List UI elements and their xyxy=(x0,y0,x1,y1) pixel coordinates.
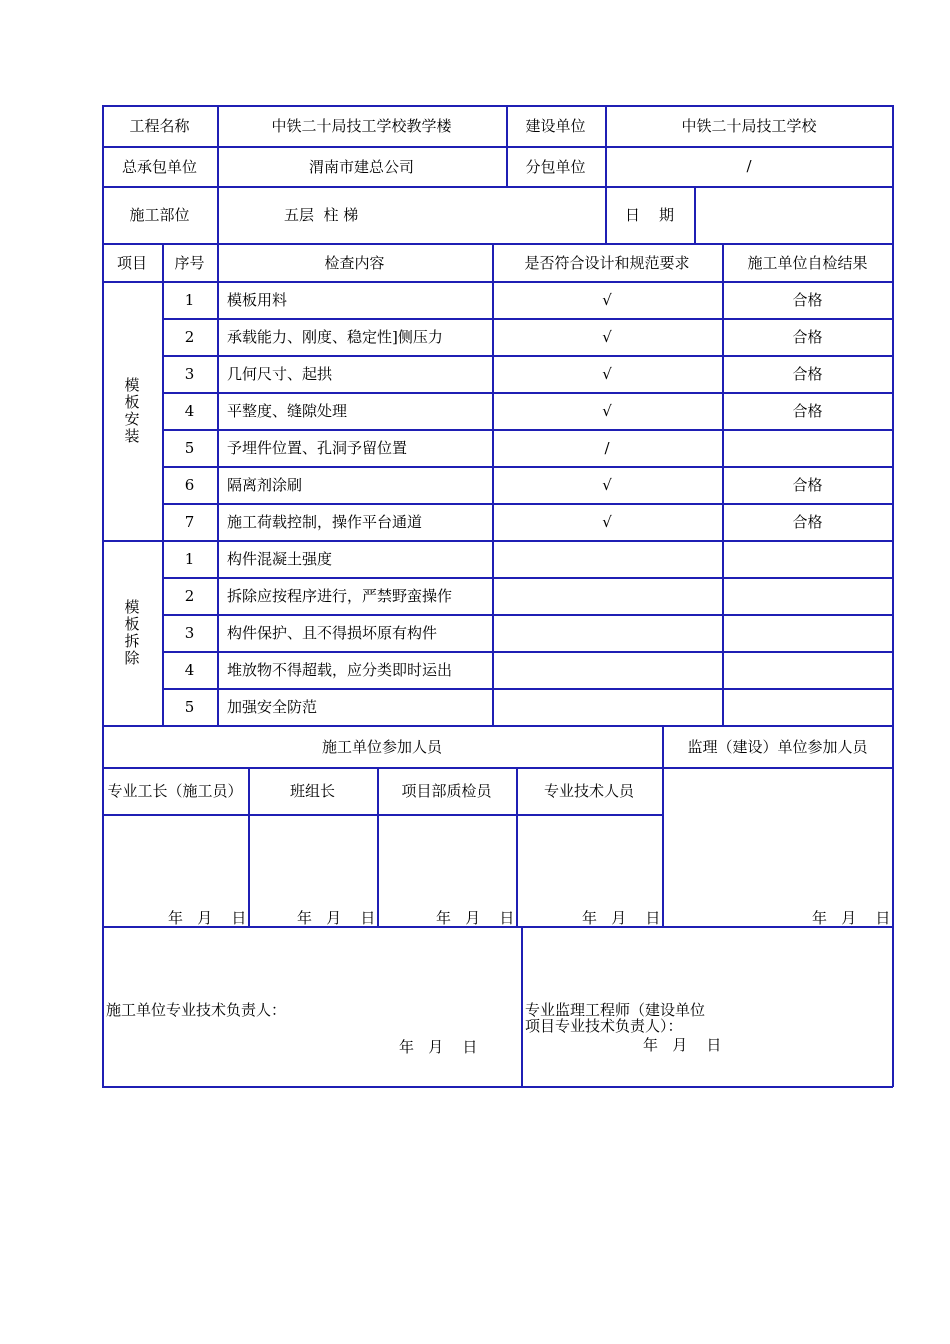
install-seq: 4 xyxy=(184,401,195,420)
date-label: 日 期 xyxy=(624,206,675,224)
role-technician: 专业技术人员 xyxy=(543,782,634,800)
install-seq: 7 xyxy=(184,512,195,531)
supervisor-date: 年 月 日 xyxy=(812,909,891,927)
install-seq: 6 xyxy=(184,475,195,494)
supervisor-participants-label: 监理（建设）单位参加人员 xyxy=(687,737,868,756)
install-result[interactable]: 合格 xyxy=(792,328,823,346)
install-result[interactable]: 合格 xyxy=(792,365,823,383)
removal-content: 加强安全防范 xyxy=(227,698,318,716)
removal-seq: 4 xyxy=(184,660,195,679)
install-seq: 5 xyxy=(184,438,195,457)
install-conform[interactable]: √ xyxy=(602,327,612,346)
contractor-tech-lead-label: 施工单位专业技术负责人： xyxy=(106,1001,287,1019)
subcontractor-label: 分包单位 xyxy=(525,157,586,176)
removal-seq: 1 xyxy=(184,549,195,568)
install-conform[interactable]: √ xyxy=(602,475,612,494)
removal-conform[interactable] xyxy=(492,540,722,577)
install-conform[interactable]: / xyxy=(604,438,610,457)
construction-unit-label: 建设单位 xyxy=(525,117,586,135)
install-content: 几何尺寸、起拱 xyxy=(227,365,333,383)
general-contractor-label: 总承包单位 xyxy=(121,157,197,176)
install-content: 承载能力、刚度、稳定性]侧压力 xyxy=(227,328,443,346)
role-team-leader: 班组长 xyxy=(289,782,335,800)
role-quality-inspector: 项目部质检员 xyxy=(401,782,492,800)
install-result[interactable] xyxy=(722,429,893,466)
column-content: 检查内容 xyxy=(324,253,385,272)
removal-seq: 2 xyxy=(184,586,195,605)
removal-result[interactable] xyxy=(722,540,893,577)
removal-conform[interactable] xyxy=(492,688,722,725)
date-value[interactable] xyxy=(694,186,893,243)
general-contractor-value: 渭南市建总公司 xyxy=(308,157,414,176)
role-foreman: 专业工长（施工员） xyxy=(107,782,243,800)
removal-result[interactable] xyxy=(722,688,893,725)
install-content: 隔离剂涂刷 xyxy=(227,476,303,494)
install-content: 予埋件位置、孔洞予留位置 xyxy=(227,439,408,457)
install-conform[interactable]: √ xyxy=(602,512,612,531)
column-result: 施工单位自检结果 xyxy=(747,253,868,272)
removal-group-label: 模 板 拆 除 xyxy=(124,597,140,667)
removal-content: 构件混凝土强度 xyxy=(227,550,333,568)
install-content: 施工荷载控制，操作平台通道 xyxy=(227,513,423,531)
quality-inspector-date: 年 月 日 xyxy=(436,909,515,927)
subcontractor-value: / xyxy=(746,157,752,175)
column-conform: 是否符合设计和规范要求 xyxy=(524,253,690,272)
removal-conform[interactable] xyxy=(492,577,722,614)
technician-date: 年 月 日 xyxy=(582,909,661,927)
install-conform[interactable]: √ xyxy=(602,401,612,420)
removal-result[interactable] xyxy=(722,651,893,688)
supervising-engineer-label-line1: 专业监理工程师（建设单位 xyxy=(525,1001,706,1019)
removal-conform[interactable] xyxy=(492,614,722,651)
install-seq: 2 xyxy=(184,327,195,346)
supervising-engineer-date: 年 月 日 xyxy=(643,1036,722,1054)
removal-result[interactable] xyxy=(722,577,893,614)
removal-content: 堆放物不得超载，应分类即时运出 xyxy=(227,661,453,679)
install-result[interactable]: 合格 xyxy=(792,476,823,494)
location-label: 施工部位 xyxy=(129,206,190,224)
supervisor-signature-area[interactable] xyxy=(662,767,893,926)
install-group-label: 模 板 安 装 xyxy=(124,375,140,445)
supervising-engineer-label-line2: 项目专业技术负责人）： xyxy=(525,1017,683,1035)
install-result[interactable]: 合格 xyxy=(792,513,823,531)
contractor-tech-lead-date: 年 月 日 xyxy=(399,1038,478,1056)
install-conform[interactable]: √ xyxy=(602,290,612,309)
removal-content: 构件保护、且不得损坏原有构件 xyxy=(227,624,438,642)
foreman-date: 年 月 日 xyxy=(168,909,247,927)
removal-seq: 5 xyxy=(184,697,195,716)
removal-seq: 3 xyxy=(184,623,195,642)
removal-result[interactable] xyxy=(722,614,893,651)
location-value: 五层 柱 梯 xyxy=(284,206,359,224)
install-result[interactable]: 合格 xyxy=(792,402,823,420)
column-seq: 序号 xyxy=(174,253,205,272)
install-result[interactable]: 合格 xyxy=(792,291,823,309)
install-seq: 1 xyxy=(184,290,195,309)
install-content: 平整度、缝隙处理 xyxy=(227,402,348,420)
project-name-label: 工程名称 xyxy=(129,117,190,135)
column-item: 项目 xyxy=(116,253,147,272)
construction-unit-value: 中铁二十局技工学校 xyxy=(681,117,817,135)
team-leader-date: 年 月 日 xyxy=(297,909,376,927)
contractor-participants-label: 施工单位参加人员 xyxy=(321,737,442,756)
removal-conform[interactable] xyxy=(492,651,722,688)
install-seq: 3 xyxy=(184,364,195,383)
project-name-value: 中铁二十局技工学校教学楼 xyxy=(271,117,452,135)
removal-content: 拆除应按程序进行，严禁野蛮操作 xyxy=(227,587,453,605)
install-conform[interactable]: √ xyxy=(602,364,612,383)
install-content: 模板用料 xyxy=(227,291,288,309)
